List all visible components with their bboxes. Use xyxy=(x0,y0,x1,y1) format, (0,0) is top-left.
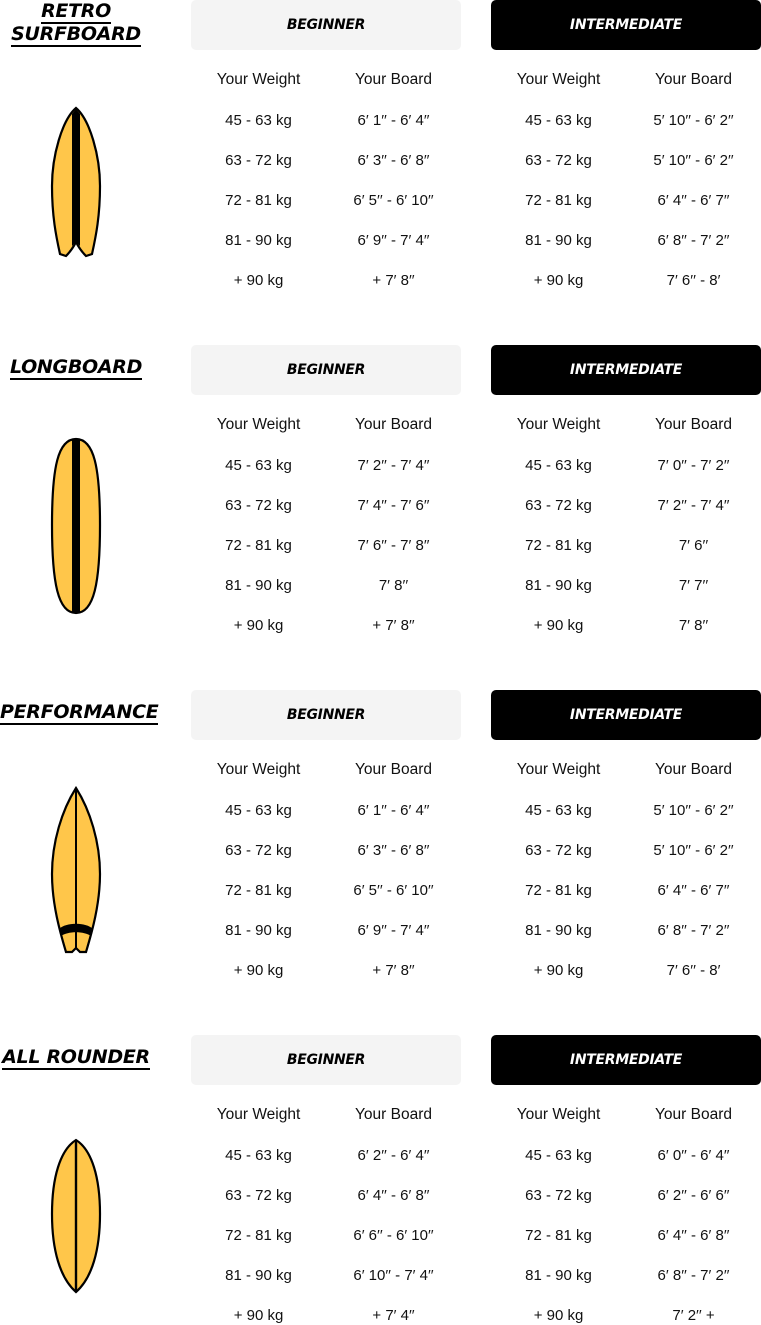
column-header-board: Your Board xyxy=(355,71,432,88)
column-header-board: Your Board xyxy=(655,761,732,778)
board-size-cell: 7′ 2′′ - 7′ 4′′ xyxy=(357,456,430,474)
weight-cell: 63 - 72 kg xyxy=(225,841,292,859)
weight-cell: 81 - 90 kg xyxy=(525,1266,592,1284)
board-type-column xyxy=(0,690,159,990)
level-header-intermediate: INTERMEDIATE xyxy=(491,345,761,395)
table-row xyxy=(491,1175,761,1215)
column-header-weight: Your Weight xyxy=(516,71,601,88)
board-size-cell: + 7′ 8′′ xyxy=(372,961,415,979)
table-row xyxy=(191,180,461,220)
weight-cell: 63 - 72 kg xyxy=(525,151,592,169)
weight-cell: + 90 kg xyxy=(233,271,284,289)
table-row xyxy=(191,100,461,140)
table-row xyxy=(491,445,761,485)
column-header-board: Your Board xyxy=(655,71,732,88)
weight-cell: 81 - 90 kg xyxy=(225,1266,292,1284)
board-size-cell: 7′ 6′′ xyxy=(678,536,709,554)
level-header-intermediate: INTERMEDIATE xyxy=(491,0,761,50)
size-table-beginner xyxy=(191,1095,461,1325)
table-row xyxy=(491,950,761,990)
weight-cell: 81 - 90 kg xyxy=(225,576,292,594)
table-row xyxy=(491,260,761,300)
board-size-cell: 6′ 4′′ - 6′ 8′′ xyxy=(357,1186,430,1204)
level-header-beginner: BEGINNER xyxy=(191,690,461,740)
table-row xyxy=(191,605,461,645)
board-type-column xyxy=(0,345,152,645)
table-row xyxy=(191,525,461,565)
table-row xyxy=(491,830,761,870)
column-header-board: Your Board xyxy=(655,1106,732,1123)
table-row xyxy=(491,1135,761,1175)
weight-cell: 45 - 63 kg xyxy=(525,456,592,474)
size-guide-performance xyxy=(0,690,761,1035)
weight-cell: 45 - 63 kg xyxy=(225,1146,292,1164)
size-table-beginner xyxy=(191,750,461,990)
weight-cell: 72 - 81 kg xyxy=(225,536,292,554)
board-size-cell: 6′ 5′′ - 6′ 10′′ xyxy=(353,881,434,899)
board-size-cell: 7′ 8′′ xyxy=(678,616,709,634)
board-size-cell: 5′ 10′′ - 6′ 2′′ xyxy=(653,111,734,129)
size-table-intermediate xyxy=(491,750,761,990)
board-size-cell: + 7′ 4′′ xyxy=(372,1306,415,1324)
board-size-cell: 6′ 8′′ - 7′ 2′′ xyxy=(657,1266,730,1284)
table-row xyxy=(191,220,461,260)
size-guide-all-rounder xyxy=(0,1035,761,1325)
weight-cell: 72 - 81 kg xyxy=(525,881,592,899)
board-size-cell: 7′ 8′′ xyxy=(378,576,409,594)
column-header-board: Your Board xyxy=(355,416,432,433)
column-header-weight: Your Weight xyxy=(216,761,301,778)
board-size-cell: 6′ 8′′ - 7′ 2′′ xyxy=(657,921,730,939)
weight-cell: 81 - 90 kg xyxy=(525,921,592,939)
table-row xyxy=(191,950,461,990)
weight-cell: + 90 kg xyxy=(233,1306,284,1324)
board-size-cell: 7′ 6′′ - 7′ 8′′ xyxy=(357,536,430,554)
column-header-weight: Your Weight xyxy=(216,1106,301,1123)
weight-cell: + 90 kg xyxy=(533,271,584,289)
board-size-cell: 6′ 6′′ - 6′ 10′′ xyxy=(353,1226,434,1244)
weight-cell: 81 - 90 kg xyxy=(525,576,592,594)
size-guide-retro-surfboard xyxy=(0,0,761,345)
board-type-title-line1: PERFORMANCE xyxy=(0,701,159,723)
table-row xyxy=(491,1255,761,1295)
board-size-cell: 6′ 4′′ - 6′ 8′′ xyxy=(657,1226,730,1244)
column-header-weight: Your Weight xyxy=(216,71,301,88)
board-size-cell: 6′ 9′′ - 7′ 4′′ xyxy=(357,231,430,249)
board-type-title-line1: LONGBOARD xyxy=(9,356,143,378)
weight-cell: 72 - 81 kg xyxy=(225,1226,292,1244)
weight-cell: + 90 kg xyxy=(233,616,284,634)
column-header-board: Your Board xyxy=(655,416,732,433)
table-row xyxy=(191,485,461,525)
longboard-icon xyxy=(46,437,106,615)
weight-cell: 45 - 63 kg xyxy=(525,801,592,819)
table-header-row xyxy=(191,405,461,445)
board-type-title xyxy=(0,0,152,46)
weight-cell: 81 - 90 kg xyxy=(225,231,292,249)
board-type-title-line1: RETRO xyxy=(41,0,111,22)
table-row xyxy=(191,1175,461,1215)
weight-cell: + 90 kg xyxy=(533,961,584,979)
column-header-weight: Your Weight xyxy=(216,416,301,433)
table-row xyxy=(491,605,761,645)
weight-cell: 72 - 81 kg xyxy=(225,881,292,899)
table-row xyxy=(491,100,761,140)
table-row xyxy=(191,1215,461,1255)
weight-cell: 45 - 63 kg xyxy=(225,111,292,129)
table-row xyxy=(491,910,761,950)
weight-cell: 45 - 63 kg xyxy=(225,801,292,819)
table-row xyxy=(191,565,461,605)
board-size-cell: 6′ 2′′ - 6′ 6′′ xyxy=(657,1186,730,1204)
weight-cell: 63 - 72 kg xyxy=(225,1186,292,1204)
size-table-beginner xyxy=(191,405,461,645)
table-row xyxy=(191,1255,461,1295)
table-row xyxy=(191,1135,461,1175)
table-row xyxy=(491,565,761,605)
size-table-beginner xyxy=(191,60,461,300)
weight-cell: 72 - 81 kg xyxy=(525,536,592,554)
board-type-title xyxy=(0,356,152,379)
board-size-cell: 5′ 10′′ - 6′ 2′′ xyxy=(653,841,734,859)
table-header-row xyxy=(491,60,761,100)
weight-cell: + 90 kg xyxy=(533,1306,584,1324)
weight-cell: 72 - 81 kg xyxy=(525,191,592,209)
board-size-cell: 7′ 0′′ - 7′ 2′′ xyxy=(657,456,730,474)
column-header-board: Your Board xyxy=(355,1106,432,1123)
column-header-weight: Your Weight xyxy=(516,1106,601,1123)
board-type-title-line1: ALL ROUNDER xyxy=(2,1046,150,1068)
board-size-cell: 6′ 1′′ - 6′ 4′′ xyxy=(357,111,430,129)
board-size-cell: 5′ 10′′ - 6′ 2′′ xyxy=(653,151,734,169)
board-size-cell: 6′ 4′′ - 6′ 7′′ xyxy=(657,191,730,209)
table-row xyxy=(491,180,761,220)
table-header-row xyxy=(191,1095,461,1135)
weight-cell: 45 - 63 kg xyxy=(525,111,592,129)
table-row xyxy=(491,525,761,565)
level-header-intermediate: INTERMEDIATE xyxy=(491,1035,761,1085)
table-header-row xyxy=(491,405,761,445)
all-rounder-surfboard-icon xyxy=(46,1138,106,1294)
board-size-cell: 7′ 7′′ xyxy=(678,576,709,594)
weight-cell: 81 - 90 kg xyxy=(225,921,292,939)
table-row xyxy=(191,830,461,870)
board-size-cell: 6′ 0′′ - 6′ 4′′ xyxy=(657,1146,730,1164)
board-size-cell: 7′ 6′′ - 8′ xyxy=(666,961,721,979)
size-guide-longboard xyxy=(0,345,761,690)
weight-cell: 63 - 72 kg xyxy=(225,151,292,169)
weight-cell: 72 - 81 kg xyxy=(525,1226,592,1244)
board-size-cell: 6′ 1′′ - 6′ 4′′ xyxy=(357,801,430,819)
weight-cell: + 90 kg xyxy=(233,961,284,979)
table-row xyxy=(491,220,761,260)
board-size-cell: 6′ 2′′ - 6′ 4′′ xyxy=(357,1146,430,1164)
size-table-intermediate xyxy=(491,1095,761,1325)
table-row xyxy=(191,1295,461,1325)
table-row xyxy=(191,790,461,830)
column-header-board: Your Board xyxy=(355,761,432,778)
weight-cell: 45 - 63 kg xyxy=(225,456,292,474)
board-size-cell: + 7′ 8′′ xyxy=(372,271,415,289)
board-type-title xyxy=(0,701,159,724)
retro-fish-surfboard-icon xyxy=(46,106,106,258)
table-row xyxy=(191,910,461,950)
table-row xyxy=(191,445,461,485)
board-size-cell: 6′ 5′′ - 6′ 10′′ xyxy=(353,191,434,209)
board-size-cell: 6′ 8′′ - 7′ 2′′ xyxy=(657,231,730,249)
table-row xyxy=(491,1295,761,1325)
size-table-intermediate xyxy=(491,60,761,300)
table-row xyxy=(491,485,761,525)
column-header-weight: Your Weight xyxy=(516,416,601,433)
table-header-row xyxy=(191,750,461,790)
board-size-cell: 7′ 6′′ - 8′ xyxy=(666,271,721,289)
board-size-cell: 5′ 10′′ - 6′ 2′′ xyxy=(653,801,734,819)
board-size-cell: + 7′ 8′′ xyxy=(372,616,415,634)
weight-cell: 63 - 72 kg xyxy=(525,1186,592,1204)
board-size-cell: 7′ 4′′ - 7′ 6′′ xyxy=(357,496,430,514)
board-type-title xyxy=(0,1046,152,1069)
level-header-intermediate: INTERMEDIATE xyxy=(491,690,761,740)
weight-cell: 63 - 72 kg xyxy=(225,496,292,514)
board-size-cell: 6′ 4′′ - 6′ 7′′ xyxy=(657,881,730,899)
level-header-beginner: BEGINNER xyxy=(191,345,461,395)
table-header-row xyxy=(491,1095,761,1135)
board-size-cell: 6′ 10′′ - 7′ 4′′ xyxy=(353,1266,434,1284)
table-header-row xyxy=(491,750,761,790)
table-row xyxy=(491,1215,761,1255)
column-header-weight: Your Weight xyxy=(516,761,601,778)
table-row xyxy=(191,870,461,910)
table-row xyxy=(191,140,461,180)
table-row xyxy=(191,260,461,300)
board-size-cell: 6′ 3′′ - 6′ 8′′ xyxy=(357,841,430,859)
performance-shortboard-icon xyxy=(46,786,106,956)
board-type-title-line2: SURFBOARD xyxy=(11,23,141,45)
board-size-cell: 7′ 2′′ + xyxy=(672,1306,715,1324)
level-header-beginner: BEGINNER xyxy=(191,0,461,50)
table-row xyxy=(491,140,761,180)
board-size-cell: 7′ 2′′ - 7′ 4′′ xyxy=(657,496,730,514)
weight-cell: 45 - 63 kg xyxy=(525,1146,592,1164)
board-type-column xyxy=(0,0,152,300)
board-size-cell: 6′ 3′′ - 6′ 8′′ xyxy=(357,151,430,169)
weight-cell: 63 - 72 kg xyxy=(525,496,592,514)
size-table-intermediate xyxy=(491,405,761,645)
weight-cell: 72 - 81 kg xyxy=(225,191,292,209)
weight-cell: 63 - 72 kg xyxy=(525,841,592,859)
board-type-column xyxy=(0,1035,152,1325)
weight-cell: 81 - 90 kg xyxy=(525,231,592,249)
table-row xyxy=(491,870,761,910)
level-header-beginner: BEGINNER xyxy=(191,1035,461,1085)
board-size-cell: 6′ 9′′ - 7′ 4′′ xyxy=(357,921,430,939)
table-header-row xyxy=(191,60,461,100)
weight-cell: + 90 kg xyxy=(533,616,584,634)
table-row xyxy=(491,790,761,830)
